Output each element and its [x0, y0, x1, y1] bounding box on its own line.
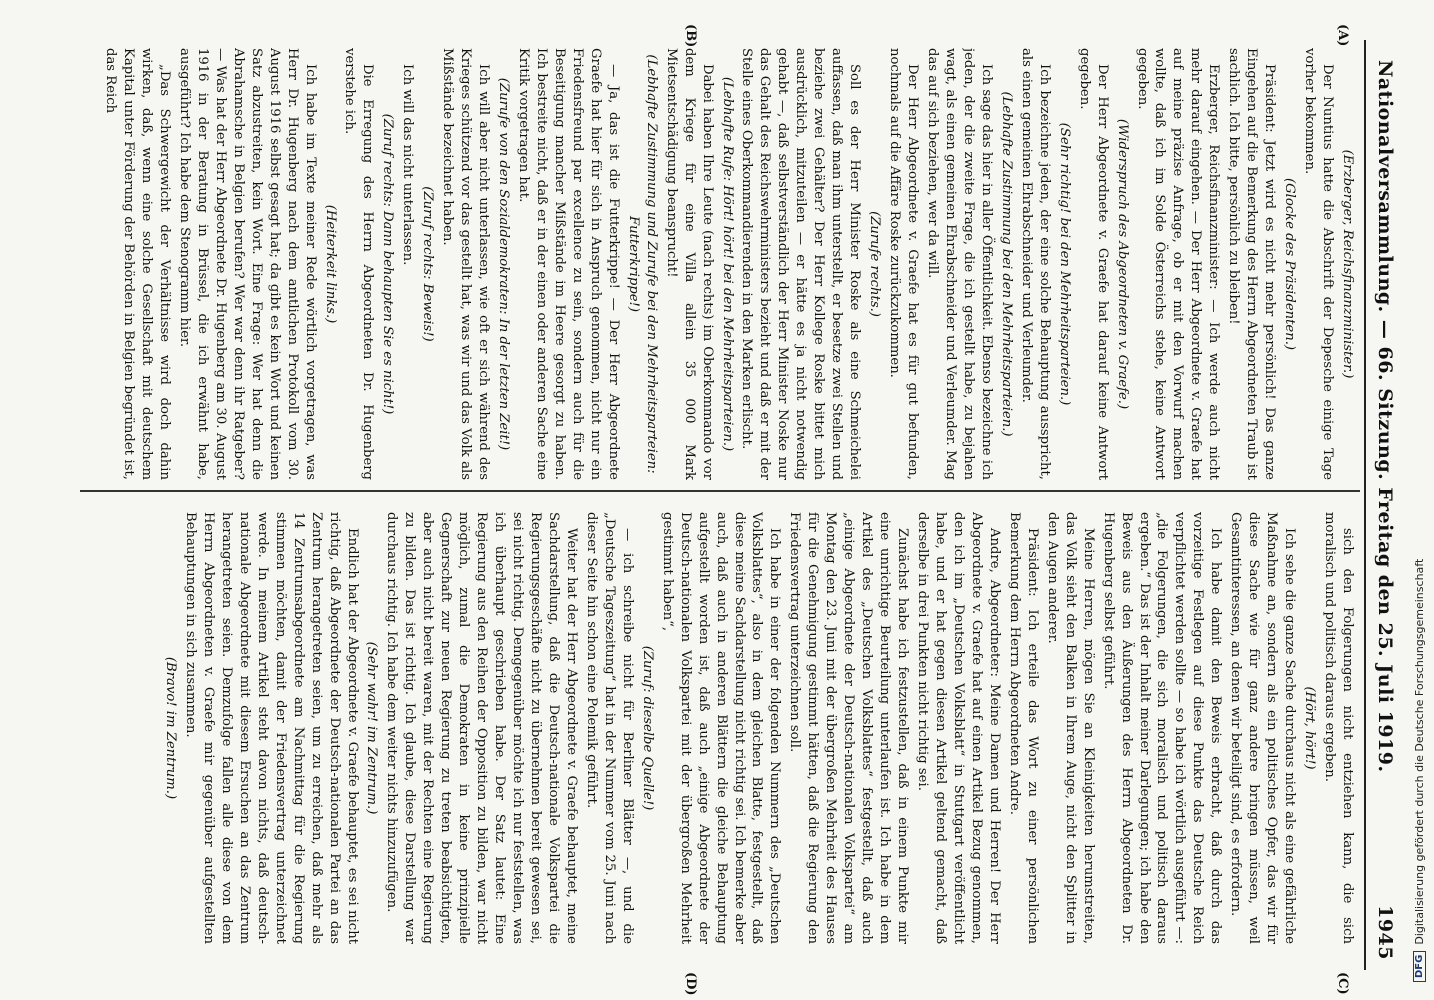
paragraph: Weiter hat der Herr Abgeordnete v. Graefe behauptet, meine Sachdarstellung, daß die Deutsch-nationale Volkspartei die Regierungsgeschäfte nicht zu übernehmen bereit gewesen sei, sei nicht richtig. Demgegenüber möchte ich nur feststellen, was ich überhaupt geschrieben habe. Der Satz lautet: Eine Regierung aus den Reihen der Opposition zu bilden, war nicht möglich, zumal die Demokraten in keine prinzipielle Gegnerschaft zur neuen Regierung zu treten beabsichtigten, aber auch nicht bereit waren, mit der Rechten eine Regierung zu bilden. Das ist richtig. Ich glaube, diese Darstellung war durchaus richtig. Ich habe dem weiter nichts hinzuzufügen.: [384, 512, 579, 944]
paragraph: sich den Folgerungen nicht entziehen kann, die sich moralisch und politisch daraus ergeben.: [1322, 512, 1355, 944]
paragraph: (Lebhafte Rufe: Hört! hört! bei den Mehrheitsparteien.): [719, 76, 735, 452]
paragraph: Erzberger, Reichsfinanzminister: — Ich werde auch nicht mehr darauf eingehen. — Der Herr Abgeordnete v. Graefe hat auf meine präzise Anfrage, ob er mit den Vorwurf machen wollte, daß ich im Solde Österreichs stehe, keine Antwort gegeben.: [1134, 48, 1222, 480]
paragraph: (Lebhafte Zustimmung und Zurufe bei den Mehrheitsparteien: Futterkrippe!): [625, 54, 659, 474]
page-header: [1368, 60, 1402, 960]
paragraph: Zunächst habe ich festzustellen, daß in einem Punkte mir eine unrichtige Beurteilung unterlaufen ist. Ich habe in dem Artikel des „Deutschen Volksblattes“ festgestellt, daß auch „einige Abgeordnete der Deutsch-nationalen Volkspartei“ am Montag den 23. Juni mit der übergroßen Mehrheit des Hauses für die Genehmigung gestimmt hätten, daß die Regierung den Friedensvertrag unterzeichnen soll.: [787, 512, 911, 944]
paragraph: Soll es der Herr Minister Roske als eine Schmeichelei auffassen, daß man ihm unterstellt, er besetze zwei Stellen und beziehe zwei Gehälter? Der Herr Kollege Roske bittet mich ausdrücklich, mitzuteilen — er hätte es ja nicht notwendig gehabt —, daß selbstverständlich der Herr Minister Noske nur das Gehalt des Reichswehrministers bezieht und daß er mit der Stelle eines Oberkommandierenden in den Marken erlischt.: [739, 48, 863, 480]
right-column: [76, 512, 1356, 944]
paragraph: Ich habe damit den Beweis erbracht, daß durch das vorzeitige Festlegen auf diese Punkte das Deutsche Reich verpflichtet werden sollte — so habe ich wörtlich ausgeführt —: „die Folgerungen, die sich moralisch und politisch daraus ergeben.“ Das ist der Inhalt meiner Darlegungen; ich habe den Beweis aus den Äußerungen des Herrn Abgeordneten Dr. Hugenberg selbst geführt.: [1100, 512, 1224, 944]
margin-marker-d: (D): [683, 972, 698, 996]
dfg-logo: DFG: [1413, 951, 1426, 982]
paragraph: (Lebhafte Zustimmung bei den Mehrheitsparteien.): [998, 91, 1014, 437]
paragraph: (Heiterkeit links.): [322, 204, 338, 324]
paragraph: Ich will aber nicht unterlassen, wie oft er sich während des Krieges schützend vor das gestellt hat, was wir und das Volk als Mißstände bezeichnet haben.: [440, 48, 492, 480]
paragraph: — Ja, das ist die Futterkrippe! — Der Herr Abgeordnete Graefe hat hier für sich in Anspruch genommen, nicht nur ein Friedensfreund par excellence zu sein, sondern auch für die Beseitigung mancher Mißstände im Heere gesorgt zu haben. Ich bestreite nicht, daß er in der einen oder anderen Sache eine Kritik vorgetragen hat.: [516, 48, 621, 480]
margin-marker-c: (C): [1335, 972, 1350, 995]
paragraph: Der Nuntius hatte die Abschrift der Depesche einige Tage vorher bekommen.: [1302, 48, 1336, 480]
paragraph: (Erzberger, Reichsfinanzminister.): [1340, 149, 1355, 379]
paragraph: Der Herr Abgeordnete v. Graefe hat darauf keine Antwort gegeben.: [1076, 48, 1110, 480]
paragraph: (Zurufe von den Sozialdemokraten: In der letzten Zeit!): [496, 77, 512, 451]
paragraph: (Glocke des Präsidenten.): [1282, 177, 1298, 351]
page-number: 1945: [1374, 905, 1396, 960]
paragraph: Präsident: Jetzt wird es nicht mehr persönlich! Das ganze Eingehen auf die Bemerkung des Herrn Abgeordneten Traub ist sachlich. Ich bitte, persönlich zu bleiben!: [1226, 48, 1278, 480]
paragraph: (Widerspruch des Abgeordneten v. Graefe.): [1114, 118, 1130, 410]
paragraph: Andre, Abgeordneter: Meine Damen und Herren! Der Herr Abgeordnete v. Graefe hat auf einen Artikel Bezug genommen, den ich im „Deutschen Volksblatt“ in Stuttgart veröffentlicht habe, und er hat gegen diesen Artikel geltend gemacht, daß derselbe in drei Punkten nicht richtig sei.: [915, 512, 1002, 944]
paragraph: Meine Herren, mögen Sie an Kleinigkeiten herumstreiten, das Volk sieht den Balken in Ihrem Auge, nicht den Splitter in den Augen anderer.: [1044, 512, 1096, 944]
header-rule: [1364, 40, 1366, 970]
paragraph: (Hört, hört!): [1302, 686, 1318, 770]
digitization-credit: Digitalisierung gefördert durch die Deutsche Forschungsgemeinschaft: [1412, 558, 1426, 945]
paragraph: Die Erregung des Herrn Abgeordneten Dr. Hugenberg verstehe ich.: [342, 48, 376, 480]
paragraph: (Zuruf: dieselbe Quelle!): [639, 645, 655, 811]
header-title: Nationalversammlung. — 66. Sitzung. Freitag den 25. Juli 1919.: [1374, 60, 1396, 773]
paragraph: Dabei haben Ihre Leute (nach rechts) im Oberkommando vor dem Kriege für eine Villa allein 35 000 Mark Mietsentschädigung beansprucht!: [663, 48, 715, 480]
paragraph: (Sehr wahr! im Zentrum.): [364, 641, 380, 815]
paragraph: (Sehr richtig! bei den Mehrheitsparteien.): [1056, 122, 1072, 406]
paragraph: (Zuruf rechts: Beweis!): [420, 186, 436, 342]
paragraph: Ich habe im Texte meiner Rede wörtlich vorgetragen, was Herr Dr. Hugenberg nach dem amtlichen Protokoll vom 30. August 1916 selbst gesagt hat; da gibt es kein Wort und keinen Satz abzustreiten, kein Wort. Eine Frage: Wer hat denn die Abrahamsche in Belgien berufen? Wer war denn ihr Ratgeber? — Was hat der Herr Abgeordnete Dr. Hugenberg am 30. August 1916 in der Beratung in Brüssel, die ich erwähnt habe, ausgeführt? Ich habe dem Stenogramm hier.: [176, 48, 318, 480]
rotated-document-page: [60, 0, 1410, 1000]
paragraph: Präsident: Ich erteile das Wort zu einer persönlichen Bemerkung dem Herrn Abgeordneten Andre.: [1006, 512, 1040, 944]
digitization-sidebar: [1404, 0, 1434, 1000]
paragraph: „Das Schwergewicht der Verhältnisse wird doch dahin wirken, daß, wenn eine solche Gesellschaft mit deutschem Kapital unter Förderung der Behörden in Belgien begründet ist, das Reich: [103, 48, 172, 480]
paragraph: (Bravo! im Zentrum.): [163, 656, 178, 800]
paragraph: Endlich hat der Abgeordnete v. Graefe behauptet, es sei nicht richtig, daß Abgeordnete der Deutsch-nationalen Partei an das Zentrum herangetreten seien, um zu erreichen, daß mehr als 14 Zentrumsabgeordnete am Nachmittag für die Regierung stimmen möchten, damit der Friedensvertrag unterzeichnet werde. In meinem Artikel steht davon nichts, daß deutsch-nationale Abgeordnete mit diesem Ersuchen an das Zentrum herangetreten seien. Demzufolge fallen alle diese von dem Herrn Abgeordneten v. Graefe mir gegenüber aufgestellten Behauptungen in sich zusammen.: [182, 512, 360, 944]
column-divider: [80, 490, 1360, 492]
left-column: [76, 48, 1356, 480]
paragraph: (Zuruf rechts: Dann behaupten Sie es nicht!): [380, 113, 396, 415]
paragraph: — ich schreibe nicht für Berliner Blätter —, und die „Deutsche Tageszeitung“ hat in der Nummer vom 25. Juni nach dieser Seite hin schon eine Polemik geführt.: [583, 512, 635, 944]
paragraph: (Zurufe rechts.): [867, 211, 883, 317]
paragraph: Ich sage das hier in aller Öffentlichkeit. Ebenso bezeichne ich jeden, der die zweite Frage, die ich gestellt habe, zu bejahen wagt, als einen gemeinen Ehrabschneider und Verleumder. Mag das auf sich beziehen, wer da will.: [925, 48, 994, 480]
paragraph: Ich bezeichne jeden, der eine solche Behauptung ausspricht, als einen gemeinen Ehrabschneider und Verleumder.: [1018, 48, 1052, 480]
margin-marker-a: (A): [1335, 24, 1350, 47]
paragraph: Der Herr Abgeordnete v. Graefe hat es für gut befunden, nochmals auf die Affäre Roske zurückzukommen.: [887, 48, 921, 480]
paragraph: Ich will das nicht unterlassen.: [400, 64, 416, 266]
margin-marker-b: (B): [683, 24, 698, 48]
paragraph: Ich habe in einer der folgenden Nummern des „Deutschen Volksblattes“, also in dem gleichen Blatte, festgestellt, daß diese meine Sachdarstellung nicht richtig sei. Ich bemerke aber auch, daß auch in anderen Blättern die gleiche Behauptung aufgestellt worden ist, daß auch „einige Abgeordnete der Deutsch-nationalen Volkspartei mit der übergroßen Mehrheit gestimmt haben“,: [659, 512, 783, 944]
paragraph: Ich sehe die ganze Sache durchaus nicht als eine gefährliche Maßnahme an, sondern als ein politisches Opfer, das wir für diese Sache wie für ganz andere bringen müssen, weil Gesamtinteressen, an denen wir beteiligt sind, es erfordern.: [1228, 512, 1298, 944]
